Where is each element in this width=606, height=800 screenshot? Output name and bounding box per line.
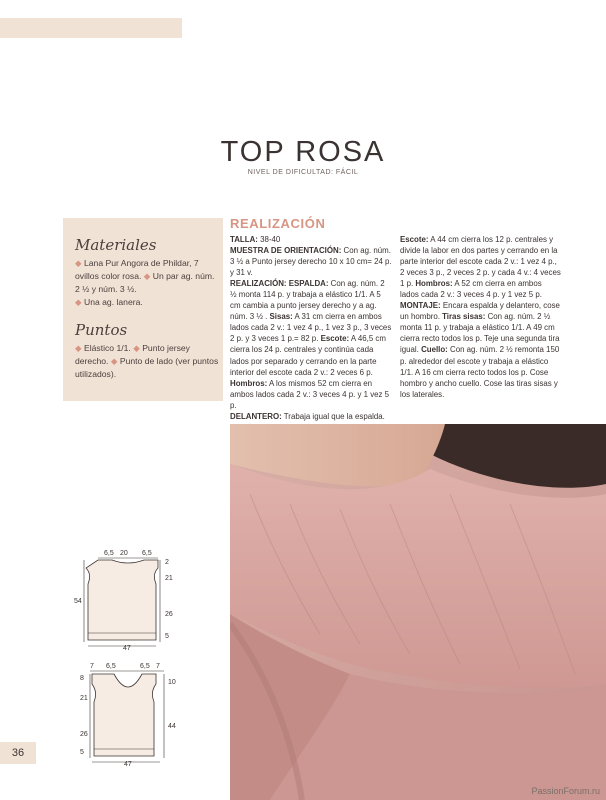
- dim-top-1: 7: [90, 663, 94, 670]
- dim-top-mid: 20: [120, 550, 128, 557]
- instruction-para: REALIZACIÓN: ESPALDA: Con ag. núm. 2 ½ monta 114 p. y trabaja a elástico 1/1. A 5 cm cambia a punto jersey derecho y a ag. núm. 3 ½ . Sisas: A 31 cm cierra en ambos lados cada 2 v.: 1 vez 4 p., 1 vez 3 p., 3 veces 2 p. y 3 veces 1 p.= 82 p. Escote: A 46,5 cm cierra los 24 p. centrales y continúa cada lados por separado y cerrando en la parte interior del escote cada 2 v.: 2 veces 6 p. Hombros: A los mismos 52 cm cierra en ambos lados cada 2 v.: 3 veces 4 p. y 1 vez 5 p.: [230, 279, 392, 410]
- material-item: Lana Pur Angora de Phildar, 7 ovillos color rosa.: [75, 258, 199, 281]
- dim-left-1: 8: [80, 675, 84, 682]
- top-decor-band: [0, 18, 182, 38]
- material-item: Una ag. lanera.: [84, 297, 143, 307]
- page-number: 36: [0, 742, 36, 764]
- dim-right-2: 44: [168, 723, 176, 730]
- instruction-para: DELANTERO: Trabaja igual que la espalda.: [230, 411, 385, 421]
- dim-left-2: 21: [80, 695, 88, 702]
- watermark: PassionForum.ru: [531, 786, 600, 796]
- materials-heading: Materiales: [75, 236, 157, 254]
- instruction-para: MUESTRA DE ORIENTACIÓN: Con ag. núm. 3 ½ a Punto jersey derecho 10 x 10 cm= 24 p. y 31 v.: [230, 246, 392, 278]
- stitch-item: Elástico 1/1.: [84, 343, 131, 353]
- dim-top-2: 6,5: [106, 663, 116, 670]
- dim-bottom: 47: [124, 761, 132, 768]
- stitch-item: Punto de lado (ver puntos utilizados).: [75, 356, 219, 379]
- bullet-icon: ◆: [75, 297, 84, 307]
- instruction-para: MONTAJE: Encara espalda y delantero, cose un hombro. Tiras sisas: Con ag. núm. 2 ½ monta 11 p. y trabaja a elástico 1/1. A 49 cm cierra recto todos los p. Teje una segunda tira igual. Cuello: Con ag. núm. 2 ½ remonta 150 p. alrededor del escote y trabaja a elástico 1/1. A 16 cm cierra recto todos los p. Cose hombro y ancho cuello. Cose las tiras sisas y los laterales.: [400, 301, 560, 399]
- dim-left: 54: [74, 598, 82, 605]
- instructions-column-2: [400, 234, 562, 400]
- dim-right-1: 10: [168, 679, 176, 686]
- dim-right-3: 26: [165, 611, 173, 618]
- materials-box: [63, 218, 223, 401]
- dim-right-2: 21: [165, 575, 173, 582]
- difficulty-level: NIVEL DE DIFICULTAD: FÁCIL: [247, 169, 359, 176]
- dim-bottom: 47: [123, 645, 131, 650]
- dim-right-4: 5: [165, 633, 169, 640]
- bullet-icon: ◆: [133, 343, 143, 353]
- page-title: TOP ROSA: [220, 136, 386, 168]
- section-heading: REALIZACIÓN: [230, 216, 326, 231]
- bullet-icon: ◆: [110, 356, 120, 366]
- instruction-para: TALLA: 38-40: [230, 235, 281, 244]
- instructions-column-1: [230, 234, 392, 422]
- diagram-front: [70, 656, 190, 768]
- dim-top-right: 6,5: [142, 550, 152, 557]
- stitches-heading: Puntos: [75, 321, 128, 339]
- dim-top-left: 6,5: [104, 550, 114, 557]
- dim-top-4: 7: [156, 663, 160, 670]
- materials-list: [75, 257, 219, 309]
- bullet-icon: ◆: [143, 271, 153, 281]
- bullet-icon: ◆: [75, 343, 84, 353]
- material-item: Un par ag. núm. 2 ½ y núm. 3 ½.: [75, 271, 215, 294]
- sweater-illustration: [230, 424, 606, 800]
- dim-left-3: 26: [80, 731, 88, 738]
- stitches-list: [75, 342, 219, 381]
- bullet-icon: ◆: [75, 258, 84, 268]
- dim-top-3: 6,5: [140, 663, 150, 670]
- stitch-item: Punto jersey derecho.: [75, 343, 190, 366]
- instruction-para: Escote: A 44 cm cierra los 12 p. centrales y divide la labor en dos partes y cerrando en la parte interior del escote cada 2 v.: 1 vez 4 p., 2 veces 3 p., 2 veces 2 p. y cada 4 v.: 4 veces 1 p. Hombros: A 52 cm cierra en ambos lados cada 2 v.: 3 veces 4 p. y 1 vez 5 p.: [400, 235, 561, 300]
- dim-right-1: 2: [165, 559, 169, 566]
- dim-left-4: 5: [80, 749, 84, 756]
- product-photo: [230, 424, 606, 800]
- diagram-back: [70, 540, 190, 650]
